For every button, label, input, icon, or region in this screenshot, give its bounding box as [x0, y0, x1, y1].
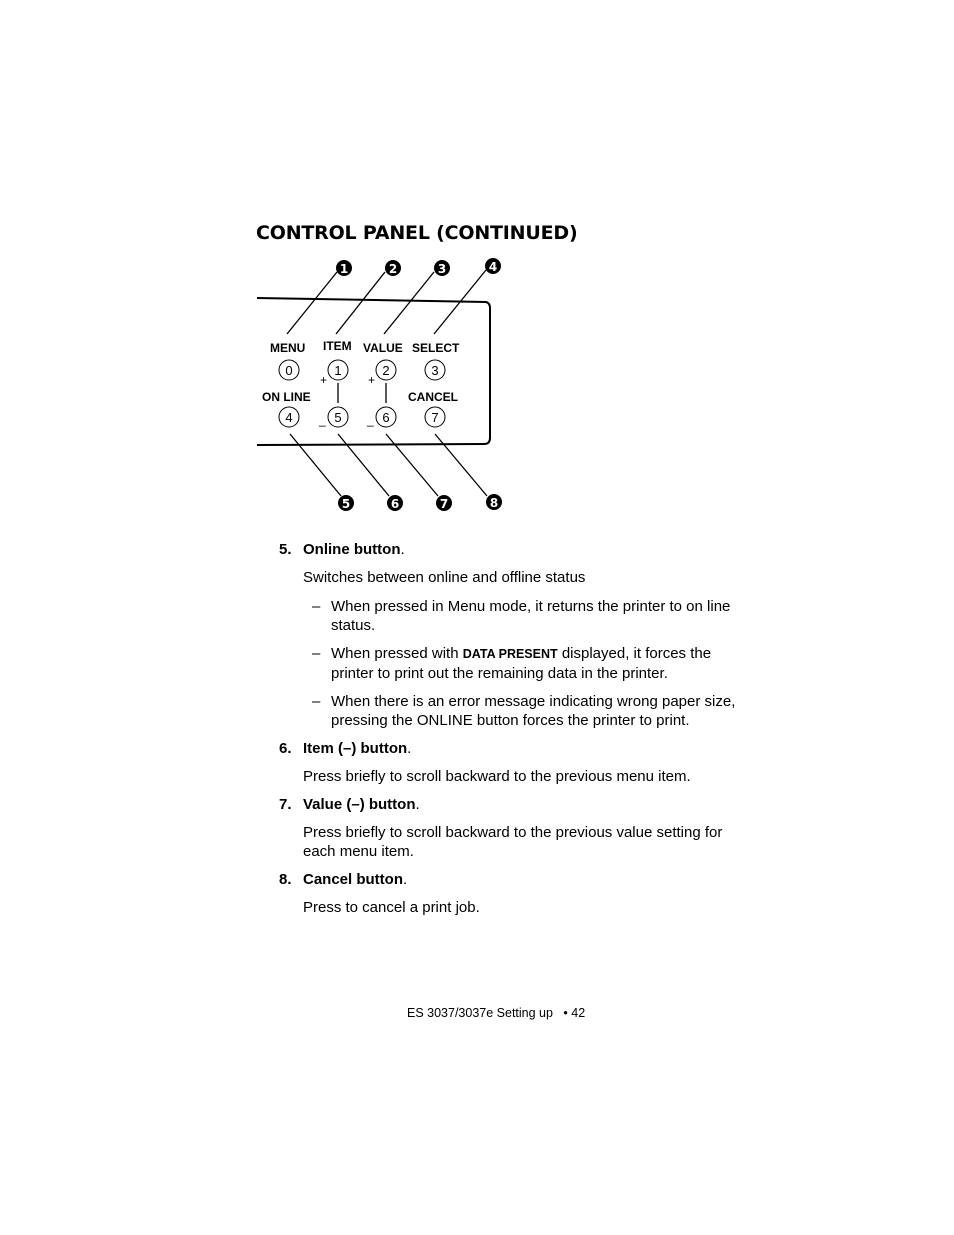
svg-text:5: 5: [334, 410, 342, 425]
leader-line-5: [290, 434, 341, 496]
dash: –: [312, 645, 321, 662]
label-cancel: CANCEL: [408, 390, 458, 404]
callout-marker-7: [436, 495, 452, 511]
page-footer: [407, 1006, 585, 1020]
item-plus-sign: +: [320, 373, 328, 387]
label-menu: MENU: [270, 341, 306, 355]
panel-button-4: [279, 407, 299, 427]
svg-text:0: 0: [285, 363, 293, 378]
svg-text:6: 6: [382, 410, 390, 425]
item-punct: .: [403, 871, 408, 888]
leader-line-1: [287, 272, 337, 334]
svg-text:1: 1: [339, 262, 349, 276]
leader-line-2: [336, 272, 385, 334]
svg-text:7: 7: [439, 497, 449, 511]
list-item: [303, 597, 749, 635]
item-heading-value-minus: [279, 795, 749, 814]
label-item: ITEM: [323, 339, 352, 353]
callout-marker-5: [338, 495, 354, 511]
panel-button-0: [279, 360, 299, 380]
control-panel-diagram: [250, 252, 510, 520]
bullet-text-before: When pressed with: [331, 645, 463, 662]
callout-marker-1: [336, 260, 352, 276]
svg-text:3: 3: [431, 363, 439, 378]
page-number: 42: [571, 1006, 586, 1020]
label-value: VALUE: [363, 341, 403, 355]
item-punct: .: [400, 541, 405, 558]
item-description: Press to cancel a print job.: [303, 899, 480, 916]
panel-button-5: [328, 407, 348, 427]
value-plus-sign: +: [368, 373, 376, 387]
value-minus-sign: _: [367, 413, 374, 427]
callout-marker-4: [485, 258, 501, 274]
bullet-text-after: displayed, it forces the printer to print out the remaining data in the printer.: [331, 645, 712, 682]
callout-marker-8: [486, 494, 502, 510]
list-item: [303, 692, 749, 730]
svg-text:4: 4: [285, 410, 293, 425]
svg-text:2: 2: [382, 363, 390, 378]
label-select: SELECT: [412, 341, 460, 355]
svg-text:2: 2: [388, 262, 398, 276]
item-heading-online: [279, 540, 749, 559]
item-description: Press briefly to scroll backward to the previous menu item.: [303, 768, 691, 785]
item-title: Online button: [303, 541, 401, 558]
data-present-message: DATA PRESENT: [462, 647, 558, 661]
item-heading-cancel: [279, 870, 749, 889]
callout-marker-6: [387, 495, 403, 511]
leader-line-3: [384, 272, 434, 334]
callout-marker-3: [434, 260, 450, 276]
item-number: 7.: [279, 796, 292, 813]
svg-text:6: 6: [390, 497, 400, 511]
panel-button-2: [376, 360, 396, 380]
svg-text:4: 4: [488, 260, 498, 274]
dash: –: [312, 598, 321, 615]
svg-text:1: 1: [334, 363, 342, 378]
item-punct: .: [407, 740, 412, 757]
list-item: [303, 644, 749, 683]
footer-separator: •: [563, 1006, 568, 1020]
item-title: Value (–) button: [303, 796, 416, 813]
bullet-text: When pressed in Menu mode, it returns the printer to on line status.: [331, 598, 731, 634]
footer-text: ES 3037/3037e Setting up: [407, 1006, 553, 1020]
item-minus-sign: _: [319, 413, 326, 427]
page-title: CONTROL PANEL (CONTINUED): [256, 222, 578, 244]
panel-button-1: [328, 360, 348, 380]
item-punct: .: [415, 796, 420, 813]
item-title: Cancel button: [303, 871, 403, 888]
svg-text:7: 7: [431, 410, 439, 425]
svg-text:8: 8: [489, 496, 499, 510]
svg-text:5: 5: [341, 497, 351, 511]
panel-button-7: [425, 407, 445, 427]
item-number: 8.: [279, 871, 292, 888]
callout-marker-2: [385, 260, 401, 276]
item-number: 5.: [279, 541, 292, 558]
panel-button-6: [376, 407, 396, 427]
item-description: Press briefly to scroll backward to the previous value setting for each menu item.: [303, 824, 723, 860]
button-descriptions: [279, 540, 749, 917]
dash: –: [312, 693, 321, 710]
bullet-text: When there is an error message indicating wrong paper size, pressing the ONLINE button forces the printer to print.: [331, 693, 736, 729]
item-number: 6.: [279, 740, 292, 757]
item-title: Item (–) button: [303, 740, 408, 757]
panel-button-3: [425, 360, 445, 380]
svg-text:3: 3: [437, 262, 447, 276]
item-heading-item-minus: [279, 739, 749, 758]
bullet-list: [279, 597, 749, 730]
label-online: ON LINE: [262, 390, 311, 404]
item-description: Switches between online and offline status: [303, 569, 586, 586]
leader-line-6: [338, 434, 389, 496]
